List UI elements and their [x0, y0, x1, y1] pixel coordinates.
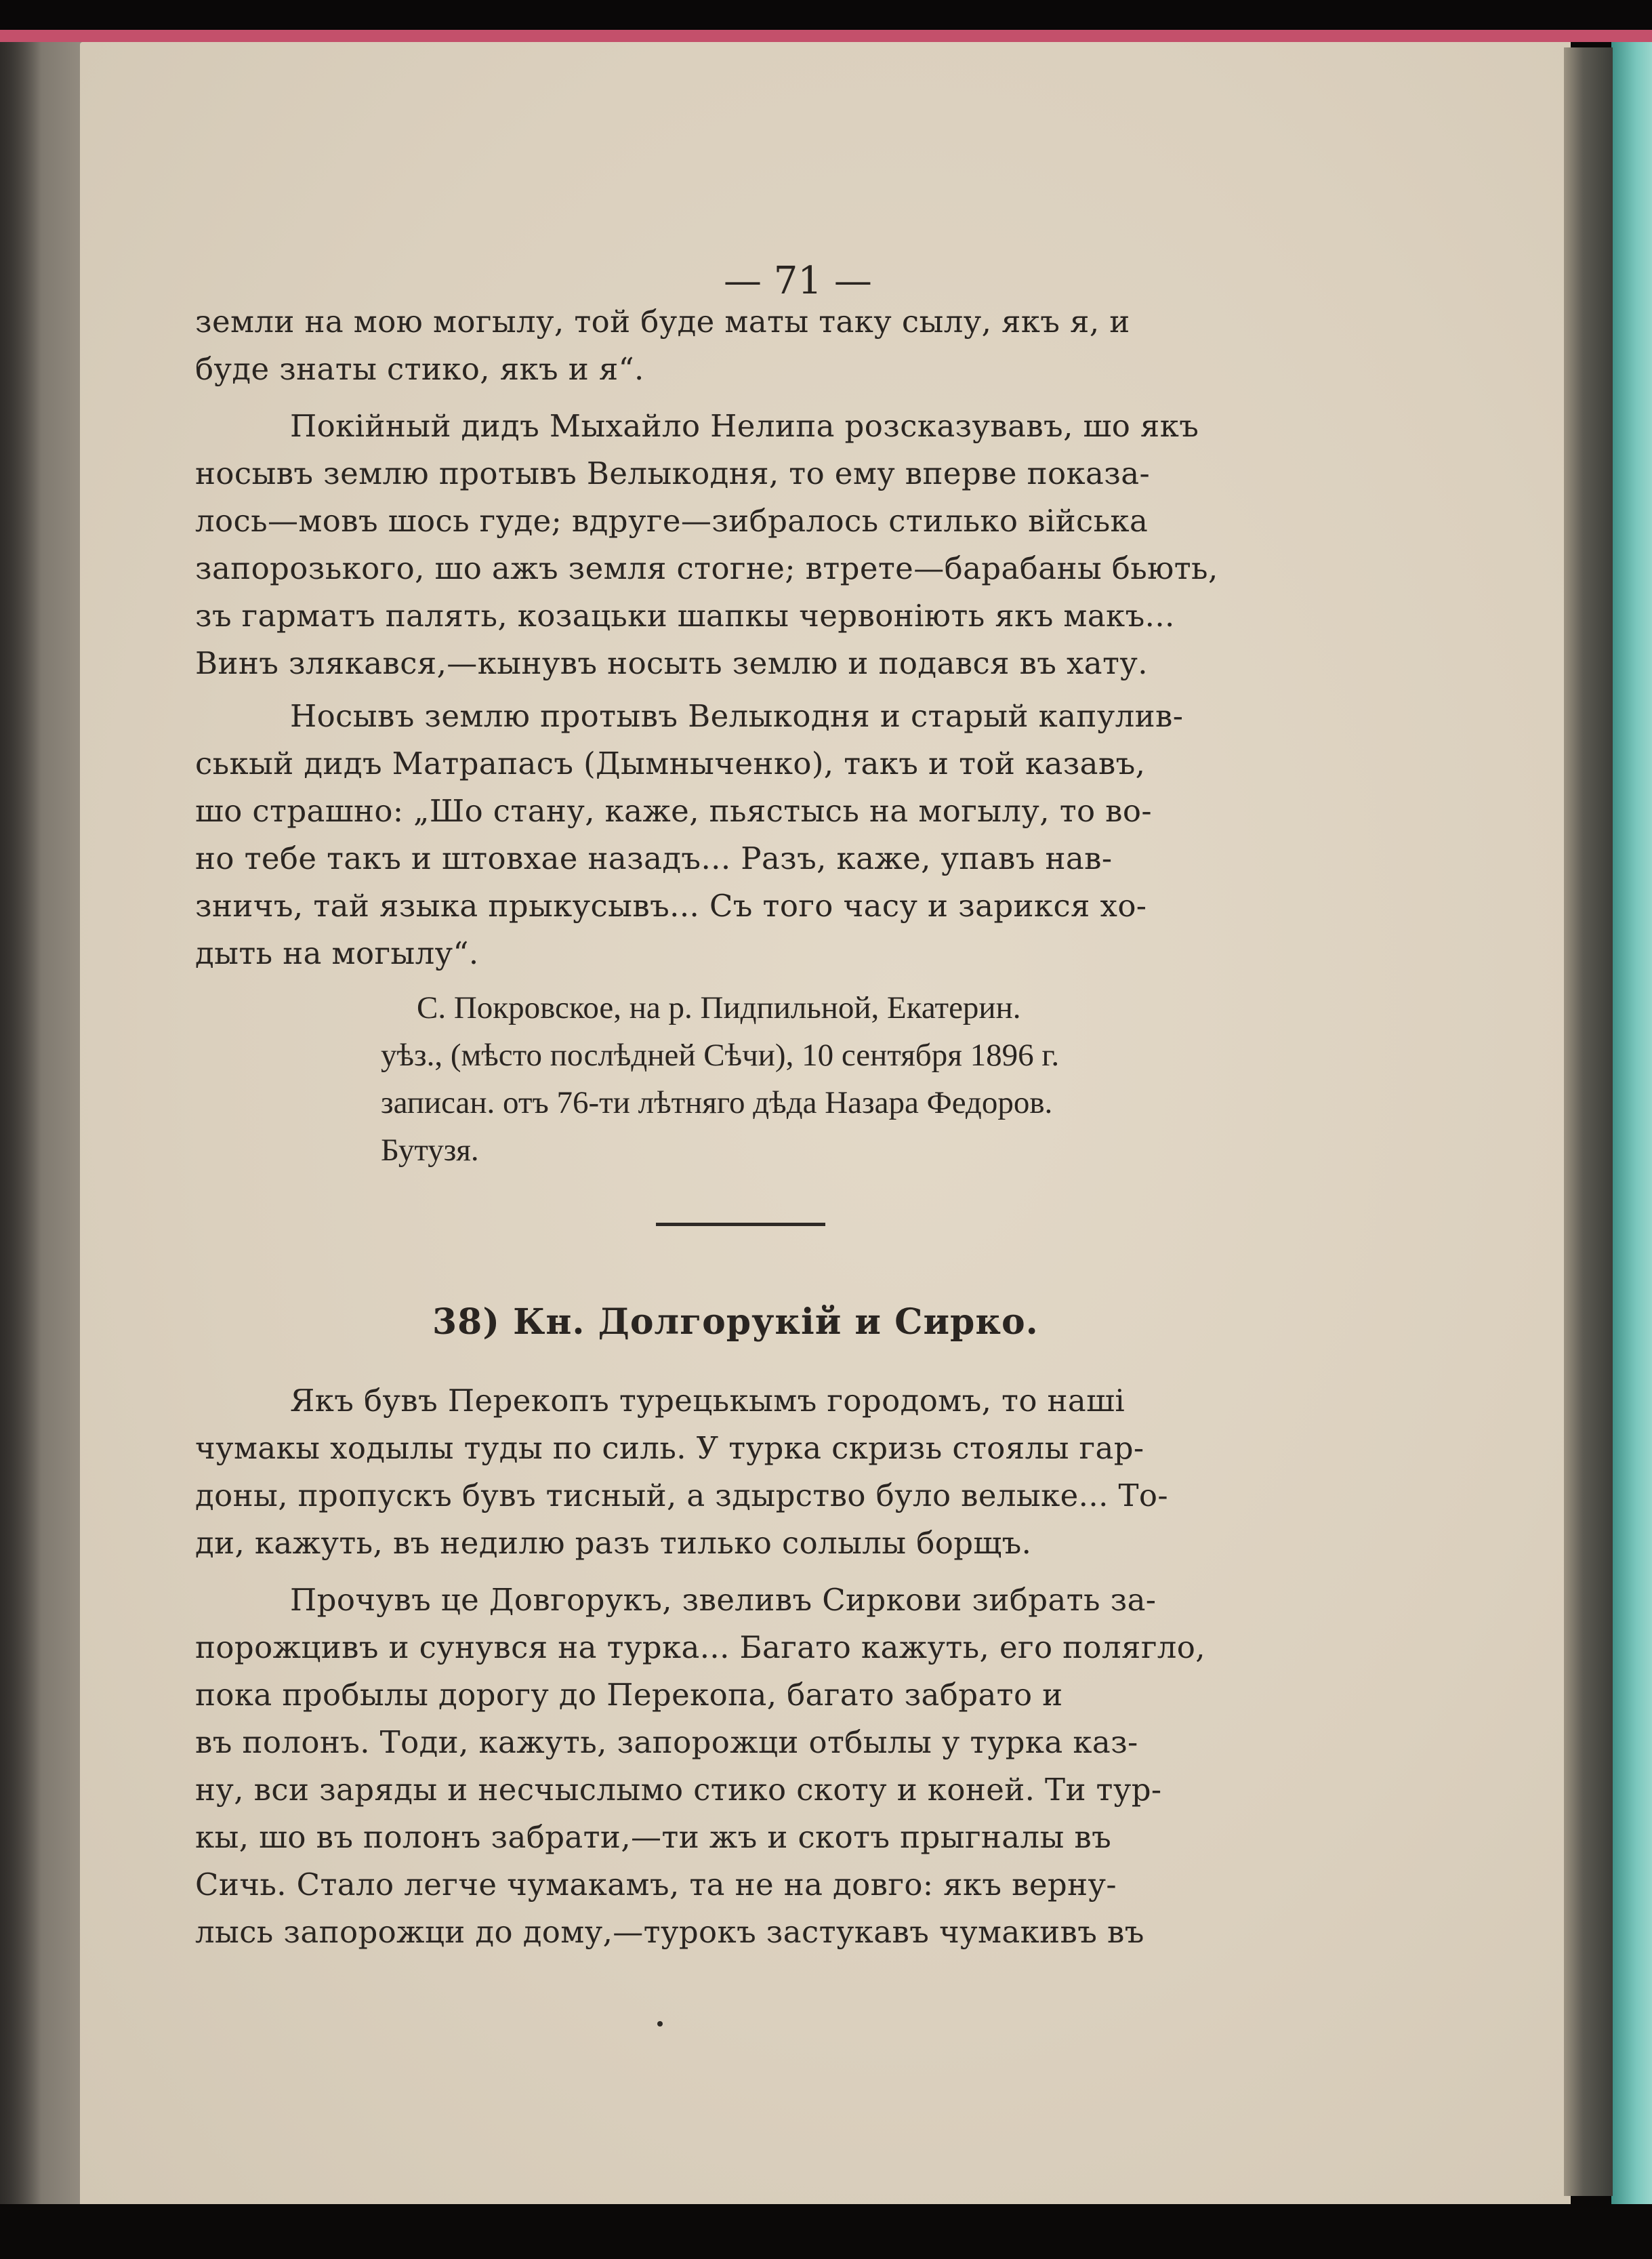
text-line: ди, кажуть, въ недилю разъ тилько солылы борщъ. [195, 1525, 1032, 1561]
note-line: С. Покровское, на р. Пидпильной, Екатерин. [417, 990, 1021, 1025]
text-line: Сичь. Стало легче чумакамъ, та не на довго: якъ верну- [195, 1867, 1117, 1902]
text-line: но тебе такъ и штовхае назадъ... Разъ, каже, упавъ нав- [195, 840, 1113, 876]
text-line: шо страшно: „Шо стану, каже, пьястысь на могылу, то во- [195, 793, 1153, 829]
text-line: зъ гарматъ палять, козацьки шапкы червонiють якъ макъ... [195, 598, 1175, 634]
text-line: Прочувъ це Довгорукъ, звеливъ Сиркови зибрать за- [290, 1582, 1157, 1618]
note-line: уѣз., (мѣсто послѣдней Сѣчи), 10 сентября 1896 г. [381, 1038, 1060, 1073]
gutter-shadow [0, 42, 41, 2204]
text-line: носывъ землю протывъ Велыкодня, то ему вперве показа- [195, 455, 1151, 491]
text-line: чумакы ходылы туды по силь. У турка скризь стоялы гар- [195, 1430, 1144, 1466]
book-page [80, 42, 1571, 2204]
text-line: Носывъ землю протывъ Велыкодня и старый капулив- [290, 698, 1184, 734]
book-cover-teal-edge [1611, 42, 1652, 2204]
story-heading: 38) Кн. Долгорукiй и Сирко. [432, 1301, 1039, 1343]
text-line: земли на мою могылу, той буде маты таку сылу, якъ я, и [195, 304, 1130, 340]
text-line: Покiйный дидъ Мыхайло Нелипа розсказувавъ, шо якъ [290, 408, 1199, 444]
section-divider [656, 1223, 825, 1226]
scan-background-top [0, 0, 1652, 30]
note-line: записан. отъ 76-ти лѣтняго дѣда Назара Федоров. [381, 1085, 1053, 1120]
text-line: Винъ злякався,—кынувъ носыть землю и подався въ хату. [195, 645, 1148, 681]
text-line: ну, вси заряды и несчыслымо стико скоту и коней. Ти тур- [195, 1772, 1162, 1808]
scan-background-bottom [0, 2204, 1652, 2259]
ink-speck [657, 2021, 663, 2027]
text-line: буде знаты стико, якъ и я“. [195, 351, 644, 387]
page-number: — 71 — [724, 259, 872, 303]
book-cover-red-edge [0, 30, 1652, 42]
text-line: кы, шо въ полонъ забрати,—ти жъ и скотъ прыгналы въ [195, 1819, 1112, 1855]
text-line: въ полонъ. Тоди, кажуть, запорожци отбылы у турка каз- [195, 1724, 1138, 1760]
text-line: доны, пропускъ бувъ тисный, а здырство було велыке... То- [195, 1478, 1169, 1513]
text-line: порожцивъ и сунувся на турка... Багато кажуть, его полягло, [195, 1629, 1205, 1665]
text-line: лось—мовъ шось гуде; вдруге—зибралось стилько вiйська [195, 503, 1149, 539]
text-line: ськый дидъ Матрапасъ (Дымныченко), такъ и той казавъ, [195, 746, 1146, 781]
note-line: Бутузя. [381, 1133, 479, 1168]
text-line: запорозького, шо ажъ земля стогне; втрете—барабаны бьють, [195, 550, 1218, 586]
text-line: зничъ, тай языка прыкусывъ... Съ того часу и зарикся хо- [195, 888, 1147, 924]
text-line: дыть на могылу“. [195, 935, 479, 971]
text-line: лысь запорожци до дому,—турокъ застукавъ чумакивъ въ [195, 1914, 1144, 1950]
page-edge-shadow [1564, 47, 1613, 2196]
text-line: Якъ бувъ Перекопъ турецькымъ городомъ, то нашi [290, 1383, 1126, 1419]
text-line: пока пробылы дорогу до Перекопа, багато забрато и [195, 1677, 1063, 1713]
